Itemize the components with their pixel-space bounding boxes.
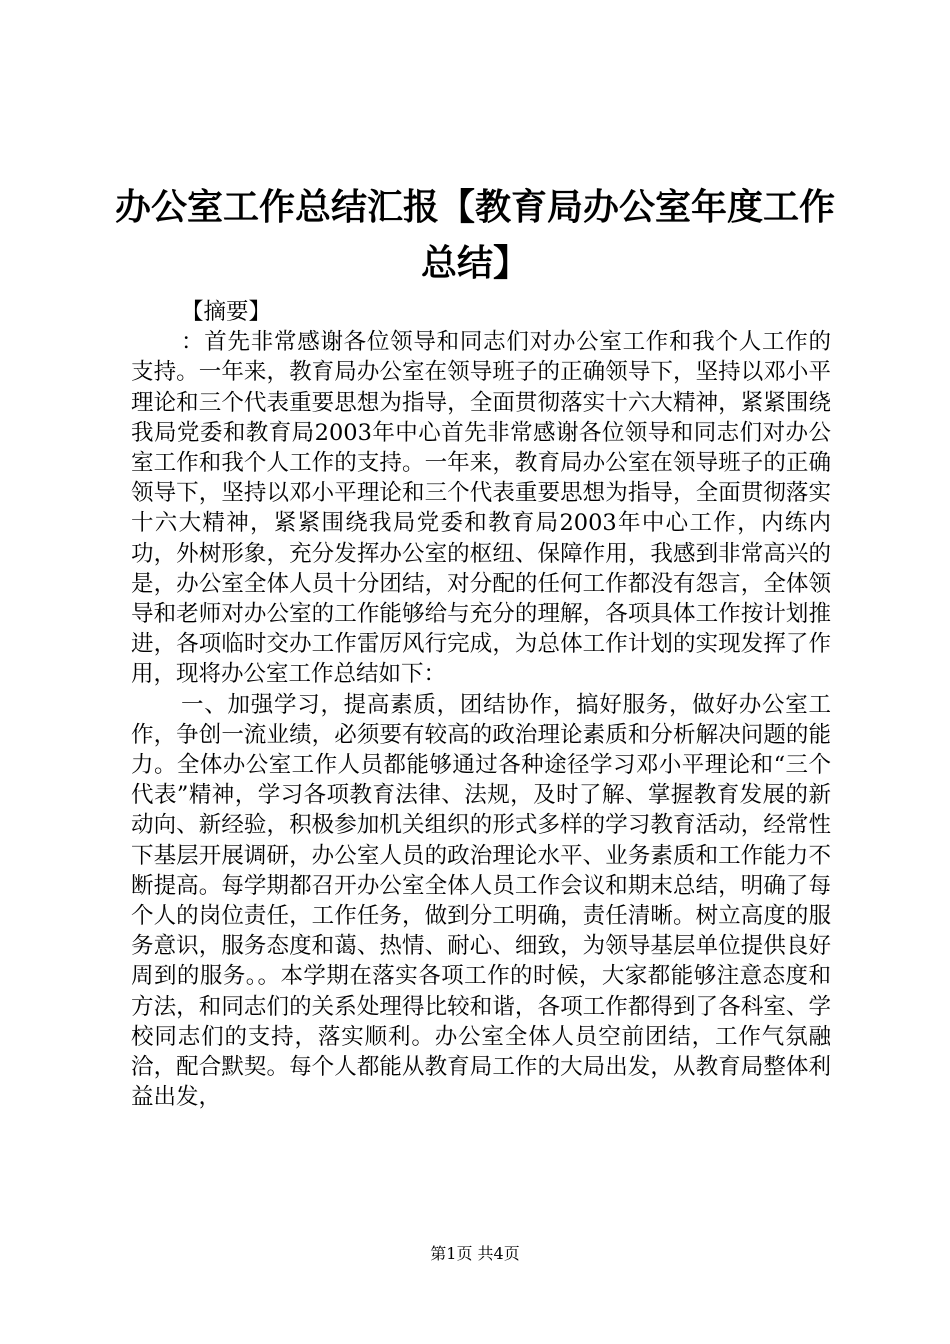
abstract-paragraph: ：首先非常感谢各位领导和同志们对办公室工作和我个人工作的支持。一年来，教育局办公室在领导班子的正确领导下，坚持以邓小平理论和三个代表重要思想为指导，全面贯彻落实十六大精神，紧紧围绕我局党委和教育局2003年中心首先非常感谢各位领导和同志们对办公室工作和我个人工作的支持。一年来，教育局办公室在领导班子的正确领导下，坚持以邓小平理论和三个代表重要思想为指导，全面贯彻落实十六大精神，紧紧围绕我局党委和教育局2003年中心工作，内练内功，外树形象，充分发挥办公室的枢纽、保障作用，我感到非常高兴的是，办公室全体人员十分团结，对分配的任何工作都没有怨言，全体领导和老师对办公室的工作能够给与充分的理解，各项具体工作按计划推进，各项临时交办工作雷厉风行完成，为总体工作计划的实现发挥了作用，现将办公室工作总结如下： <box>131 329 831 688</box>
document-title: 办公室工作总结汇报【教育局办公室年度工作总结】 <box>114 187 835 284</box>
document-body <box>131 297 831 1112</box>
page-footer: 第1页 共4页 <box>430 1244 520 1263</box>
section-one-paragraph: 一、加强学习，提高素质，团结协作，搞好服务，做好办公室工作，争创一流业绩，必须要有较高的政治理论素质和分析解决问题的能力。全体办公室工作人员都能够通过各种途径学习邓小平理论和“三个代表”精神，学习各项教育法律、法规，及时了解、掌握教育发展的新动向、新经验，积极参加机关组织的形式多样的学习教育活动，经常性下基层开展调研，办公室人员的政治理论水平、业务素质和工作能力不断提高。每学期都召开办公室全体人员工作会议和期末总结，明确了每个人的岗位责任，工作任务，做到分工明确，责任清晰。树立高度的服务意识，服务态度和蔼、热情、耐心、细致，为领导基层单位提供良好周到的服务。。本学期在落实各项工作的时候，大家都能够注意态度和方法，和同志们的关系处理得比较和谐，各项工作都得到了各科室、学校同志们的支持，落实顺利。办公室全体人员空前团结，工作气氛融洽，配合默契。每个人都能从教育局工作的大局出发，从教育局整体利益出发， <box>131 691 831 1111</box>
abstract-label: 【摘要】 <box>181 299 272 325</box>
